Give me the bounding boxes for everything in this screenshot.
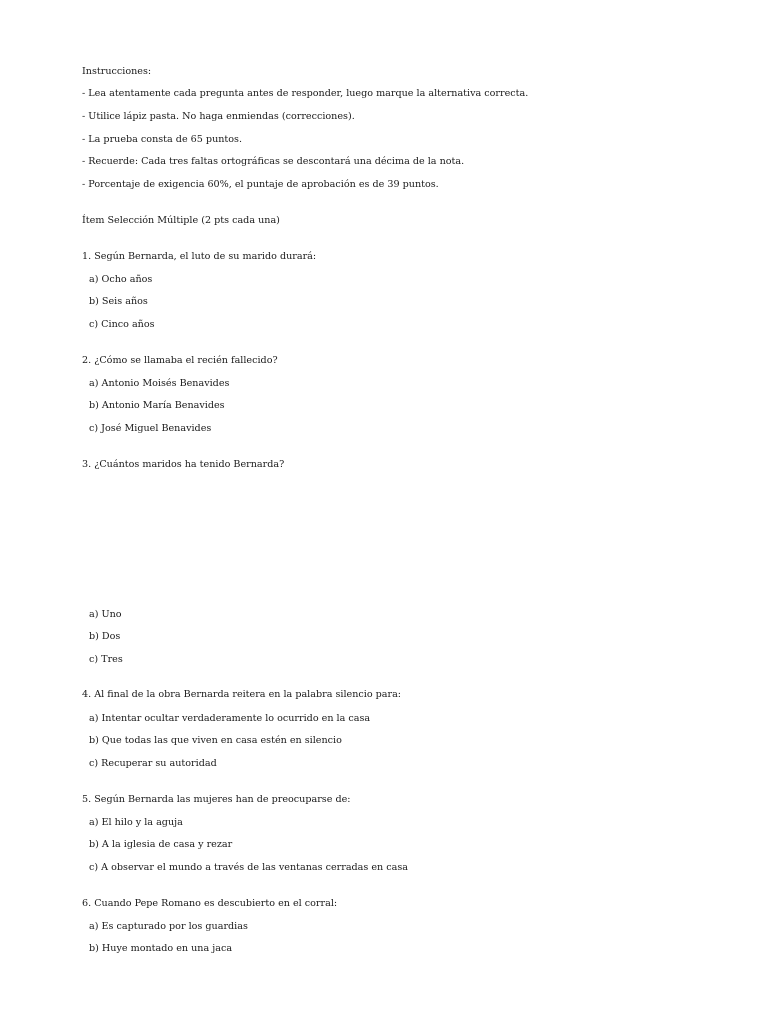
instructions-title: Instrucciones: [82,66,152,77]
question-4-option-b: b) Que todas las que viven en casa estén en silencio [89,735,342,746]
question-5-option-c: c) A observar el mundo a través de las ventanas cerradas en casa [89,862,409,873]
instruction-item: - Porcentaje de exigencia 60%, el puntaje de aprobación es de 39 puntos. [82,179,439,190]
question-1-option-b: b) Seis años [89,296,148,307]
question-1: 1. Según Bernarda, el luto de su marido durará: [82,251,317,262]
question-3-option-b: b) Dos [89,631,121,642]
question-6: 6. Cuando Pepe Romano es descubierto en el corral: [82,898,338,909]
question-3-option-a: a) Uno [89,609,122,620]
question-4-option-c: c) Recuperar su autoridad [89,758,217,769]
question-2: 2. ¿Cómo se llamaba el recién fallecido? [82,355,278,366]
question-2-option-a: a) Antonio Moisés Benavides [89,378,230,389]
question-6-option-a: a) Es capturado por los guardias [89,921,248,932]
instruction-item: - Recuerde: Cada tres faltas ortográficas se descontará una décima de la nota. [82,156,465,167]
question-1-option-c: c) Cinco años [89,319,155,330]
question-2-option-c: c) José Miguel Benavides [89,423,212,434]
question-1-option-a: a) Ocho años [89,274,153,285]
question-4: 4. Al final de la obra Bernarda reitera en la palabra silencio para: [82,689,402,700]
question-3-option-c: c) Tres [89,654,123,665]
question-6-option-b: b) Huye montado en una jaca [89,943,233,954]
question-5-option-a: a) El hilo y la aguja [89,817,183,828]
question-5-option-b: b) A la iglesia de casa y rezar [89,839,233,850]
instruction-item: - Utilice lápiz pasta. No haga enmiendas (correcciones). [82,111,355,122]
instruction-item: - Lea atentamente cada pregunta antes de responder, luego marque la alternativa correcta. [82,88,529,99]
instruction-item: - La prueba consta de 65 puntos. [82,134,243,145]
question-5: 5. Según Bernarda las mujeres han de preocuparse de: [82,794,351,805]
section-title: Ítem Selección Múltiple (2 pts cada una) [82,215,280,226]
question-3: 3. ¿Cuántos maridos ha tenido Bernarda? [82,459,285,470]
question-4-option-a: a) Intentar ocultar verdaderamente lo ocurrido en la casa [89,713,371,724]
question-2-option-b: b) Antonio María Benavides [89,400,225,411]
